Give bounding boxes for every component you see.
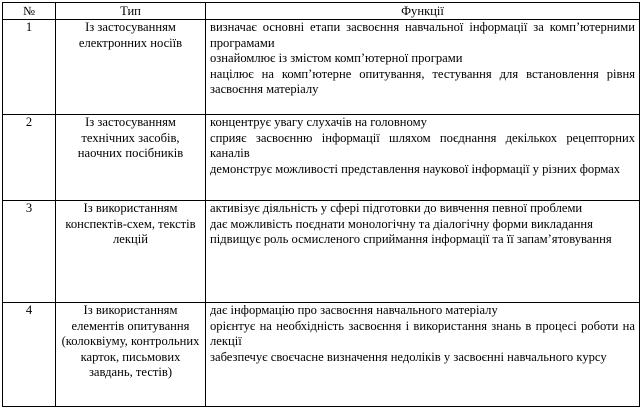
functions-table [2,2,640,407]
header-functions: Функції [206,3,640,20]
function-item: визначає основні етапи засвоєння навчальної інформації за комп’ютерними програмами [210,20,635,50]
function-item: ознайомлює із змістом комп’ютерної програми [210,51,463,66]
function-item: підвищує роль осмисленого сприймання інформації та її запам’ятовування [210,232,612,247]
table-row [3,303,640,407]
row-num: 3 [3,201,56,303]
function-item: демонструє можливості представлення наукової інформації у різних формах [210,161,621,176]
function-item: націлює на комп’ютерне опитування, тестування для встановлення рівня засвоєння матеріалу [210,66,635,97]
row-functions [206,303,640,407]
function-item: забезпечує своєчасне визначення недоліків у засвоєнні навчального курсу [210,349,607,364]
table-row [3,115,640,201]
row-functions [206,20,640,115]
table-row [3,201,640,303]
header-num: № [3,3,56,20]
row-num: 4 [3,303,56,407]
row-num: 1 [3,20,56,115]
function-item: дає можливість поєднати монологічну та діалогічну форми викладання [210,216,593,231]
function-item: дає інформацію про засвоєння навчального матеріалу [210,303,498,317]
row-type: Із застосуванням технічних засобів, наочних посібників [56,115,206,201]
header-type: Тип [56,3,206,20]
row-type: Із використанням елементів опитування (колоквіуму, контрольних карток, письмових завдань, тестів) [56,303,206,407]
row-type: Із застосуванням електронних носіїв [56,20,206,115]
function-item: концентрує увагу слухачів на головному [210,115,427,129]
row-functions [206,115,640,201]
row-functions [206,201,640,303]
table-row [3,20,640,115]
function-item: сприяє засвоєнню інформації шляхом поєднання декількох рецепторних каналів [210,130,635,161]
row-num: 2 [3,115,56,201]
table-header-row [3,3,640,20]
function-item: активізує діяльність у сфері підготовки до вивчення певної проблеми [210,201,583,215]
function-item: орієнтує на необхідність засвоєння і використання знань в процесі роботи на лекції [210,318,635,349]
row-type: Із використанням конспектів-схем, текстів лекцій [56,201,206,303]
